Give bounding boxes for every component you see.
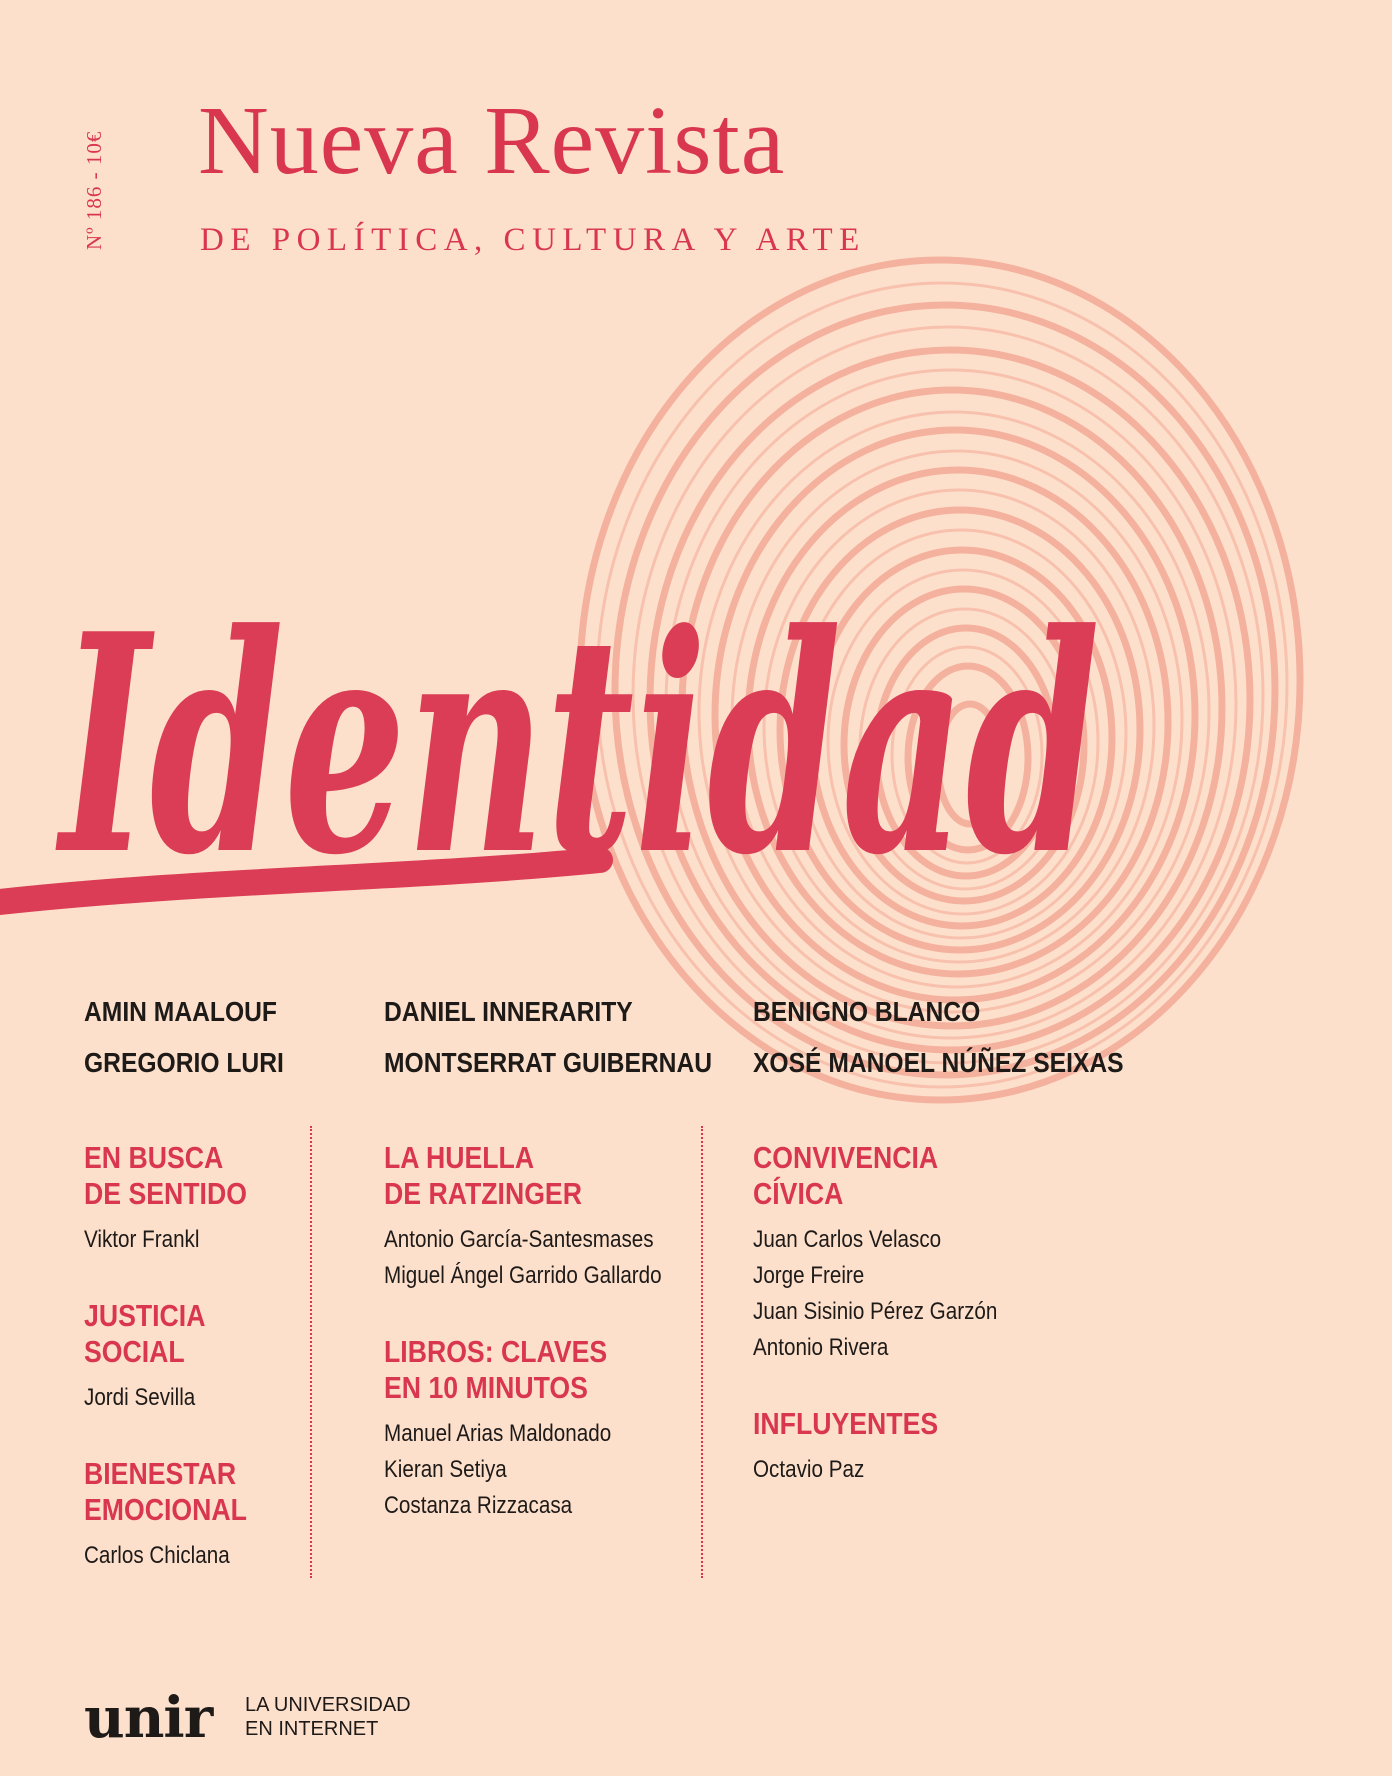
author-name: Jorge Freire [753,1262,865,1289]
author-name: Antonio Rivera [753,1334,889,1361]
author-name: Carlos Chiclana [84,1542,230,1569]
cover-headline [0,290,1392,1050]
featured-author: AMIN MAALOUF [84,996,277,1027]
contents-section [84,1298,384,1416]
contents-section [384,1334,684,1524]
magazine-title: Nueva Revista [198,87,786,195]
author-name: Juan Carlos Velasco [753,1226,942,1253]
section-title: LIBROS: CLAVES EN 10 MINUTOS [384,1334,608,1405]
author-name: Viktor Frankl [84,1226,200,1253]
section-title: LA HUELLA DE RATZINGER [384,1140,582,1211]
tagline-line: EN INTERNET [245,1718,379,1740]
contents-section [84,1140,384,1258]
unir-tagline [245,1693,411,1741]
section-title: CONVIVENCIA CÍVICA [753,1140,939,1211]
contents-column-2 [384,1140,684,1550]
section-title: BIENESTAR EMOCIONAL [84,1456,247,1527]
contents-section [753,1140,1053,1366]
author-name: Octavio Paz [753,1456,865,1483]
contents-column-3 [753,1140,1053,1514]
featured-author: DANIEL INNERARITY [384,996,633,1027]
section-title: JUSTICIA SOCIAL [84,1298,206,1369]
magazine-subtitle: DE POLÍTICA, CULTURA Y ARTE [200,222,866,258]
section-title: EN BUSCA DE SENTIDO [84,1140,247,1211]
author-name: Juan Sisinio Pérez Garzón [753,1298,998,1325]
featured-author: XOSÉ MANOEL NÚÑEZ SEIXAS [753,1047,1124,1078]
contents-section [84,1456,384,1574]
unir-logo: unir [84,1685,213,1751]
tagline-line: LA UNIVERSIDAD [245,1694,411,1716]
author-name: Costanza Rizzacasa [384,1492,573,1519]
issue-number: Nº 186 - 10€ [82,130,106,250]
author-name: Antonio García-Santesmases [384,1226,654,1253]
headline-text: Identidad [54,568,1100,921]
contents-column-1 [84,1140,384,1600]
featured-author: GREGORIO LURI [84,1047,284,1078]
author-name: Jordi Sevilla [84,1384,196,1411]
author-name: Miguel Ángel Garrido Gallardo [384,1262,662,1289]
featured-author: MONTSERRAT GUIBERNAU [384,1047,713,1078]
author-name: Manuel Arias Maldonado [384,1420,612,1447]
column-divider [701,1126,703,1578]
author-name: Kieran Setiya [384,1456,507,1483]
contents-section [384,1140,684,1294]
section-title: INFLUYENTES [753,1406,939,1441]
featured-author: BENIGNO BLANCO [753,996,981,1027]
contents-section [753,1406,1053,1488]
